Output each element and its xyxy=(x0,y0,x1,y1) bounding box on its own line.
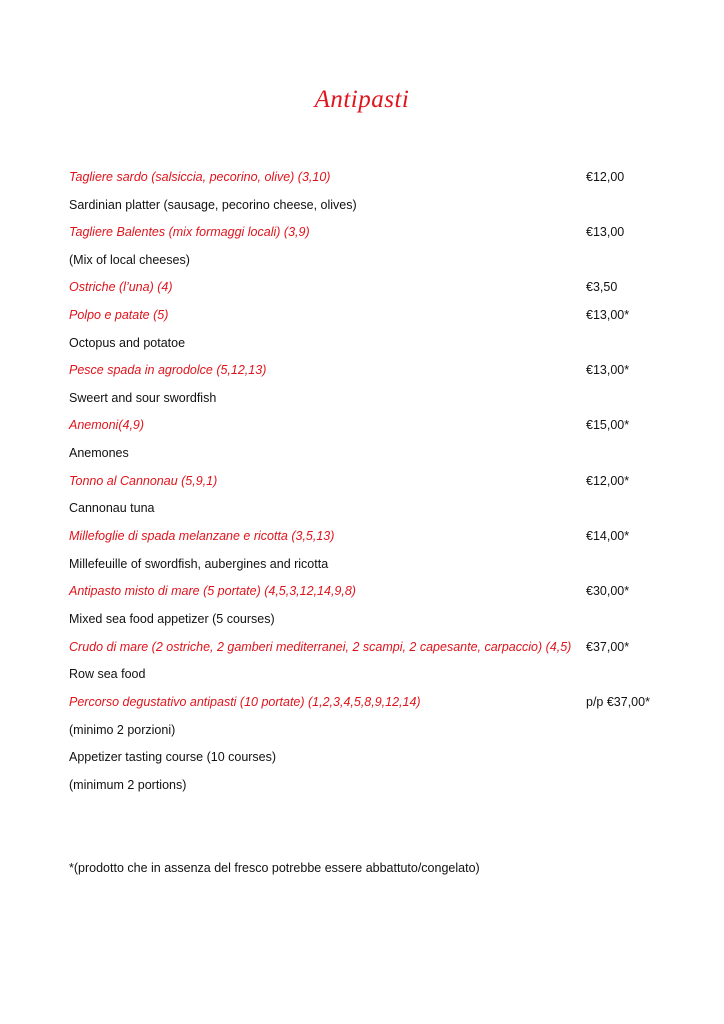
dish-price: €3,50 xyxy=(586,280,618,294)
dish-name: Tonno al Cannonau (5,9,1) xyxy=(69,474,218,488)
dish-translation-note: (minimum 2 portions) xyxy=(69,778,187,792)
dish-name: Percorso degustativo antipasti (10 portate) (1,2,3,4,5,8,9,12,14) xyxy=(69,695,421,709)
dish-translation: Octopus and potatoe xyxy=(69,336,186,350)
dish-translation: Row sea food xyxy=(69,667,146,681)
dish-price: €13,00* xyxy=(586,308,630,322)
dish-price: €12,00 xyxy=(586,170,625,184)
dish-price: €14,00* xyxy=(586,529,630,543)
dish-price: €37,00* xyxy=(586,640,630,654)
dish-translation: Mixed sea food appetizer (5 courses) xyxy=(69,612,275,626)
dish-translation: Millefeuille of swordfish, aubergines and ricotta xyxy=(69,557,329,571)
dish-name: Antipasto misto di mare (5 portate) (4,5,3,12,14,9,8) xyxy=(69,584,356,598)
dish-price: €13,00* xyxy=(586,363,630,377)
dish-translation: Cannonau tuna xyxy=(69,501,155,515)
dish-name: Crudo di mare (2 ostriche, 2 gamberi mediterranei, 2 scampi, 2 capesante, carpaccio) (4,5) xyxy=(69,640,572,654)
page-title: Antipasti xyxy=(314,86,410,113)
footnote: *(prodotto che in assenza del fresco potrebbe essere abbattuto/congelato) xyxy=(69,861,480,875)
dish-name: Tagliere sardo (salsiccia, pecorino, olive) (3,10) xyxy=(69,170,331,184)
dish-price: €30,00* xyxy=(586,584,630,598)
dish-price: €15,00* xyxy=(586,418,630,432)
dish-translation: Sweert and sour swordfish xyxy=(69,391,217,405)
dish-note: (minimo 2 porzioni) xyxy=(69,723,176,737)
dish-name: Tagliere Balentes (mix formaggi locali) (3,9) xyxy=(69,225,310,239)
dish-name: Pesce spada in agrodolce (5,12,13) xyxy=(69,363,267,377)
dish-translation: Sardinian platter (sausage, pecorino cheese, olives) xyxy=(69,198,357,212)
dish-name: Polpo e patate (5) xyxy=(69,308,169,322)
dish-translation: (Mix of local cheeses) xyxy=(69,253,190,267)
dish-price: p/p €37,00* xyxy=(586,695,650,709)
dish-name: Anemoni(4,9) xyxy=(69,418,145,432)
dish-price: €12,00* xyxy=(586,474,630,488)
dish-translation: Anemones xyxy=(69,446,129,460)
dish-name: Ostriche (l’una) (4) xyxy=(69,280,173,294)
dish-price: €13,00 xyxy=(586,225,625,239)
dish-translation: Appetizer tasting course (10 courses) xyxy=(69,750,277,764)
dish-name: Millefoglie di spada melanzane e ricotta (3,5,13) xyxy=(69,529,335,543)
